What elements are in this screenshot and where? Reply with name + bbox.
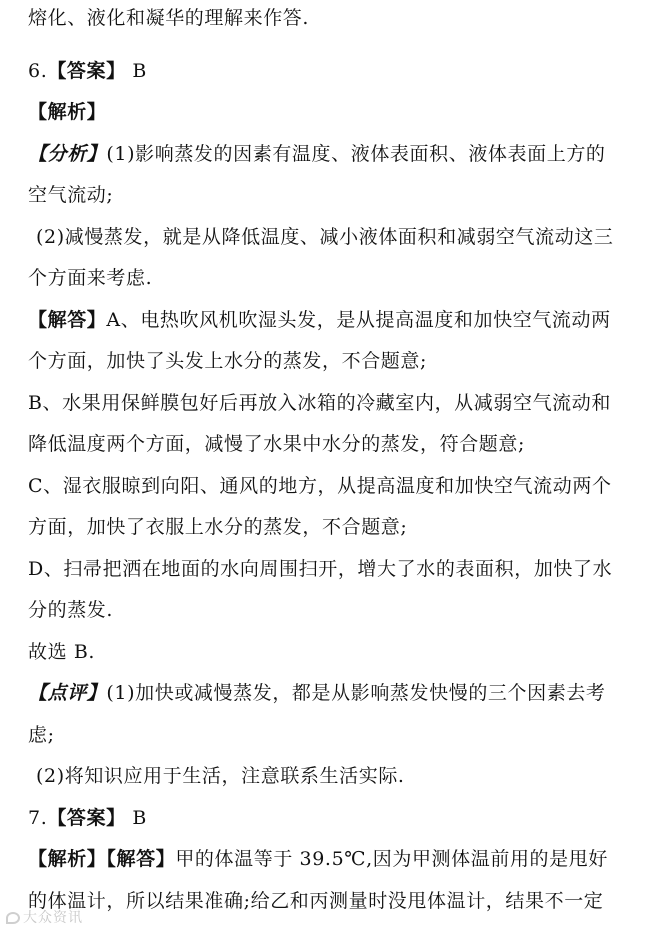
text-line bbox=[28, 266, 639, 290]
text-line bbox=[28, 183, 639, 207]
text-line bbox=[28, 640, 639, 664]
text-line bbox=[28, 6, 639, 30]
line-text: (1)影响蒸发的因素有温度、液体表面积、液体表面上方的 bbox=[106, 143, 606, 165]
question-number: 6. bbox=[28, 60, 48, 82]
line-text: A、电热吹风机吹湿头发，是从提高温度和加快空气流动两 bbox=[106, 309, 611, 331]
text-line bbox=[36, 764, 639, 788]
line-text: 甲的体温等于 39.5℃,因为甲测体温前用的是甩好 bbox=[175, 848, 608, 870]
text-line bbox=[36, 225, 639, 249]
line-text: 虑; bbox=[28, 724, 55, 746]
line-text: 故选 B. bbox=[28, 641, 96, 663]
text-line bbox=[28, 515, 639, 539]
fenxi-tag: 【分析】 bbox=[28, 143, 107, 165]
line-text: D、扫帚把洒在地面的水向周围扫开，增大了水的表面积，加快了水 bbox=[28, 558, 613, 580]
text-line bbox=[28, 847, 639, 871]
line-text: (2)减慢蒸发，就是从降低温度、减小液体面积和减弱空气流动这三 bbox=[36, 226, 614, 248]
text-line bbox=[28, 308, 639, 332]
text-line bbox=[28, 391, 639, 415]
answer-value: B bbox=[125, 807, 147, 829]
text-line bbox=[28, 142, 639, 166]
line-text: 空气流动; bbox=[28, 184, 114, 206]
dianping-tag: 【点评】 bbox=[28, 682, 107, 704]
answer-heading-6 bbox=[28, 59, 639, 83]
answer-value: B bbox=[125, 60, 147, 82]
watermark-text: 大众资讯 bbox=[23, 910, 83, 926]
question-number: 7. bbox=[28, 807, 48, 829]
text-line bbox=[28, 557, 639, 581]
watermark bbox=[6, 907, 83, 927]
line-text: (2)将知识应用于生活，注意联系生活实际. bbox=[36, 765, 405, 787]
text-line bbox=[28, 432, 639, 456]
answer-tag: 【答案】 bbox=[47, 807, 126, 829]
analysis-tag: 【解析】 bbox=[28, 101, 107, 123]
jieda-tag: 【解答】 bbox=[28, 309, 107, 331]
line-text: 分的蒸发. bbox=[28, 599, 114, 621]
line-text: 熔化、液化和凝华的理解来作答. bbox=[28, 7, 310, 29]
line-text: C、湿衣服晾到向阳、通风的地方，从提高温度和加快空气流动两个 bbox=[28, 475, 612, 497]
line-text: B、水果用保鲜膜包好后再放入冰箱的冷藏室内，从减弱空气流动和 bbox=[28, 392, 611, 414]
line-text: 个方面来考虑. bbox=[28, 267, 153, 289]
text-line bbox=[28, 349, 639, 373]
line-text: 方面，加快了衣服上水分的蒸发，不合题意; bbox=[28, 516, 408, 538]
line-text: 的体温计，所以结果准确;给乙和丙测量时没甩体温计，结果不一定 bbox=[28, 890, 604, 912]
analysis-heading bbox=[28, 100, 639, 124]
jiexi-jieda-tag: 【解析】【解答】 bbox=[28, 848, 176, 870]
line-text: 个方面，加快了头发上水分的蒸发，不合题意; bbox=[28, 350, 428, 372]
line-text: (1)加快或减慢蒸发，都是从影响蒸发快慢的三个因素去考 bbox=[106, 682, 606, 704]
text-line bbox=[28, 889, 639, 913]
answer-tag: 【答案】 bbox=[47, 60, 126, 82]
text-line bbox=[28, 723, 639, 747]
text-line bbox=[28, 598, 639, 622]
answer-heading-7 bbox=[28, 806, 639, 830]
weibo-icon bbox=[6, 912, 20, 924]
text-line bbox=[28, 681, 639, 705]
line-text: 降低温度两个方面，减慢了水果中水分的蒸发，符合题意; bbox=[28, 433, 526, 455]
text-line bbox=[28, 474, 639, 498]
